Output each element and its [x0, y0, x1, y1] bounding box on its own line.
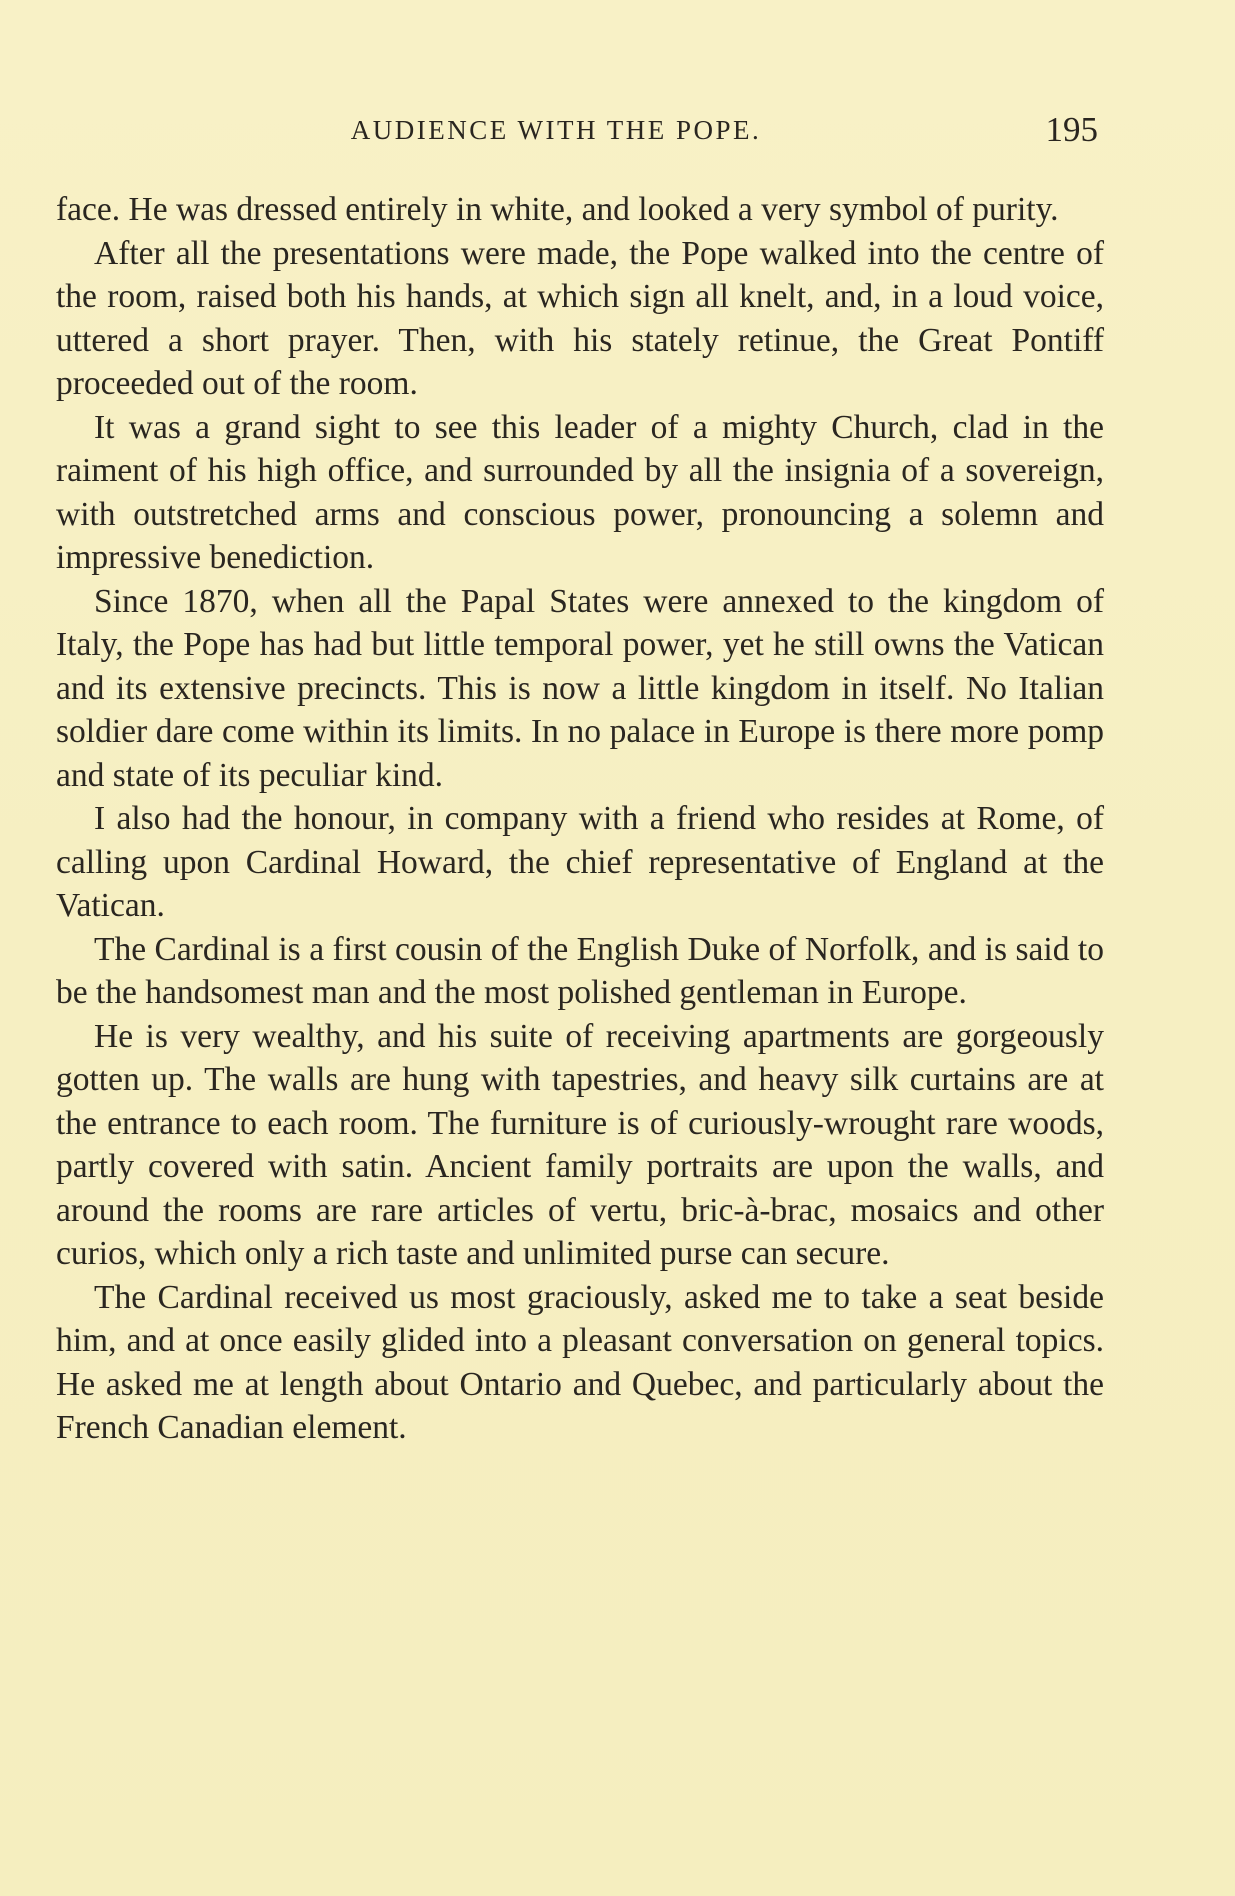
- running-title: AUDIENCE WITH THE POPE.: [350, 115, 762, 145]
- page-number: 195: [1045, 110, 1098, 149]
- paragraph: After all the presentations were made, the Pope walked into the centre of the room, raised both his hands, at which sign all knelt, and, in a loud voice, uttered a short prayer. Then, with his stately retinue, the Great Pontiff proceeded out of the room.: [56, 234, 1104, 402]
- paragraph: He is very wealthy, and his suite of receiving apartments are gorgeously gotten up. The walls are hung with tapestries, and heavy silk curtains are at the entrance to each room. The furniture is of curiously-wrought rare woods, partly covered with satin. Ancient family portraits are upon the walls, and around the rooms are rare articles of vertu, bric-à-brac, mosaics and other curios, which only a rich taste and unlimited purse can secure.: [56, 1017, 1104, 1272]
- paragraph: It was a grand sight to see this leader of a mighty Church, clad in the raiment of his high office, and surrounded by all the insignia of a sovereign, with outstretched arms and conscious power, pronouncing a solemn and impressive benediction.: [56, 408, 1104, 576]
- paragraph: I also had the honour, in company with a friend who resides at Rome, of calling upon Cardinal Howard, the chief representative of England at the Vatican.: [56, 800, 1104, 924]
- body-text: [56, 188, 1104, 1450]
- paragraph: The Cardinal is a first cousin of the English Duke of Norfolk, and is said to be the handsomest man and the most polished gentleman in Europe.: [56, 930, 1104, 1011]
- paragraph: face. He was dressed entirely in white, and looked a very symbol of purity.: [56, 191, 1059, 228]
- paragraph: Since 1870, when all the Papal States were annexed to the kingdom of Italy, the Pope has had but little temporal power, yet he still owns the Vatican and its extensive precincts. This is now a little kingdom in itself. No Italian soldier dare come within its limits. In no palace in Europe is there more pomp and state of its peculiar kind.: [56, 582, 1104, 794]
- paragraph: The Cardinal received us most graciously, asked me to take a seat beside him, and at once easily glided into a pleasant conversation on general topics. He asked me at length about Ontario and Quebec, and particularly about the French Canadian element.: [56, 1278, 1104, 1446]
- running-header: [56, 106, 1106, 154]
